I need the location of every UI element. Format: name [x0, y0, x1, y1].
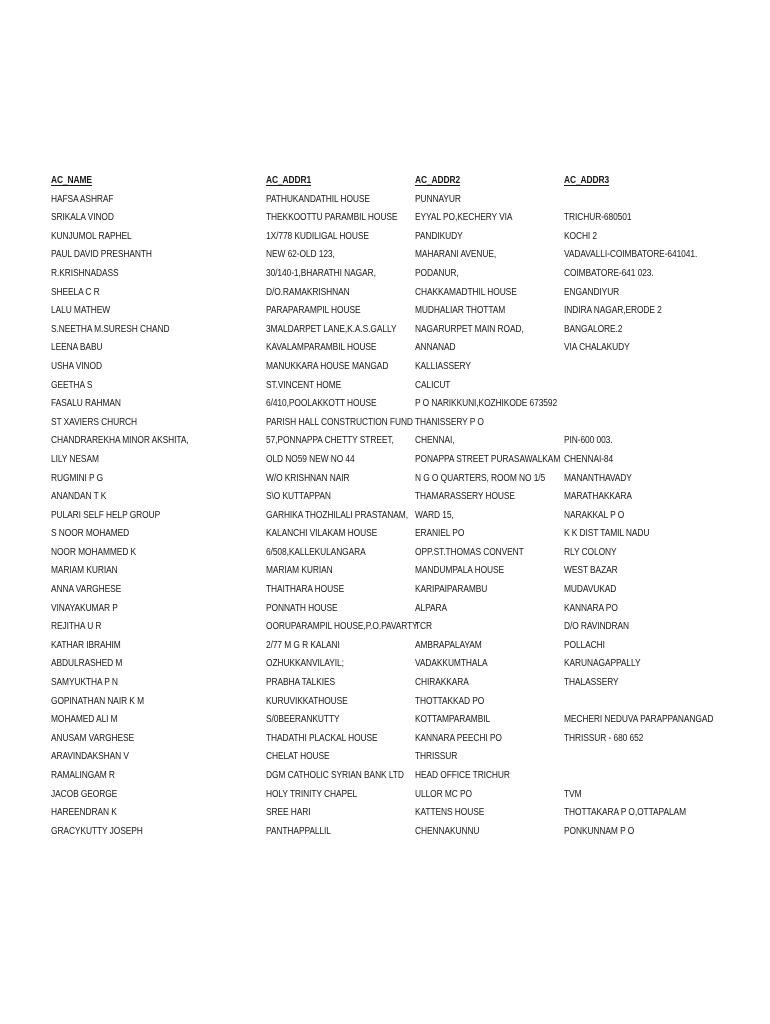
ac-addr1-cell: MANUKKARA HOUSE MANGAD — [266, 360, 389, 372]
ac-name-cell: S.NEETHA M.SURESH CHAND — [51, 323, 170, 335]
ac-addr3-cell: MECHERI NEDUVA PARAPPANANGAD — [564, 714, 714, 726]
ac-addr2-cell: PANDIKUDY — [415, 230, 463, 242]
ac-addr3-cell: KOCHI 2 — [564, 230, 598, 242]
ac-name-cell: ANUSAM VARGHESE — [51, 732, 135, 744]
table-row — [0, 246, 770, 265]
table-row — [0, 265, 770, 284]
table-row — [0, 562, 770, 581]
ac-addr1-cell: HOLY TRINITY CHAPEL — [266, 788, 358, 800]
ac-addr2-cell: KARIPAIPARAMBU — [415, 584, 488, 596]
ac-addr1-cell: CHELAT HOUSE — [266, 751, 330, 763]
ac-name-cell: HAFSA ASHRAF — [51, 193, 114, 205]
ac-addr1-cell: PANTHAPPALLIL — [266, 825, 331, 837]
table-row — [0, 804, 770, 823]
ac-addr3-cell: K K DIST TAMIL NADU — [564, 528, 650, 540]
ac-addr1-cell: MARIAM KURIAN — [266, 565, 333, 577]
ac-addr3-cell: TRICHUR-680501 — [564, 212, 632, 224]
table-row — [0, 395, 770, 414]
ac-addr3-cell: INDIRA NAGAR,ERODE 2 — [564, 305, 662, 317]
ac-addr3-cell: KANNARA PO — [564, 602, 618, 614]
table-row — [0, 544, 770, 563]
ac-name-cell: USHA VINOD — [51, 360, 102, 372]
ac-addr2-cell: PUNNAYUR — [415, 193, 461, 205]
ac-addr3-cell: THRISSUR - 680 652 — [564, 732, 644, 744]
ac-name-cell: RUGMINI P G — [51, 472, 104, 484]
ac-addr3-cell: VADAVALLI-COIMBATORE-641041. — [564, 249, 698, 261]
ac-addr3-cell: COIMBATORE-641 023. — [564, 267, 654, 279]
table-row — [0, 414, 770, 433]
ac-name-cell: ANANDAN T K — [51, 491, 107, 503]
ac-addr2-cell: HEAD OFFICE TRICHUR — [415, 770, 510, 781]
ac-addr3-cell: WEST BAZAR — [564, 565, 618, 577]
ac-addr3-cell: ENGANDIYUR — [564, 286, 620, 298]
table-header-row — [0, 172, 770, 191]
ac-addr1-cell: PATHUKANDATHIL HOUSE — [266, 193, 370, 205]
ac-addr2-cell: OPP.ST.THOMAS CONVENT — [415, 546, 524, 558]
ac-name-cell: SAMYUKTHA P N — [51, 677, 118, 689]
ac-addr3-cell: RLY COLONY — [564, 546, 617, 558]
ac-addr3-cell: POLLACHI — [564, 639, 605, 651]
ac-addr3-cell: MANANTHAVADY — [564, 472, 632, 484]
ac-name-cell: LILY NESAM — [51, 453, 99, 465]
ac-name-cell: NOOR MOHAMMED K — [51, 546, 137, 558]
ac-name-cell: MARIAM KURIAN — [51, 565, 118, 577]
ac-name-cell: R.KRISHNADASS — [51, 267, 119, 279]
ac-name-cell: PULARI SELF HELP GROUP — [51, 509, 161, 521]
ac-name-cell: ANNA VARGHESE — [51, 584, 122, 596]
ac-addr2-cell: NAGARURPET MAIN ROAD, — [415, 323, 524, 335]
ac-addr2-cell: THAMARASSERY HOUSE — [415, 491, 515, 503]
ac-addr2-cell: VADAKKUMTHALA — [415, 658, 488, 670]
ac-addr1-cell: 3MALDARPET LANE,K.A.S.GALLY — [266, 323, 397, 335]
ac-name-cell: SHEELA C R — [51, 286, 100, 298]
table-row — [0, 786, 770, 805]
table-row — [0, 637, 770, 656]
table-row — [0, 432, 770, 451]
ac-addr1-cell: S/0BEERANKUTTY — [266, 714, 340, 726]
table-row — [0, 600, 770, 619]
ac-addr2-cell: THANISSERY P O — [415, 416, 484, 428]
ac-addr2-cell: CHIRAKKARA — [415, 677, 469, 689]
ac-addr1-cell: W/O KRISHNAN NAIR — [266, 472, 350, 484]
ac-addr2-cell: MAHARANI AVENUE, — [415, 249, 497, 261]
ac-addr3-cell: PIN-600 003. — [564, 435, 613, 447]
ac-addr1-cell: NEW 62-OLD 123, — [266, 249, 335, 261]
ac-addr1-cell: OORUPARAMPIL HOUSE,P.O.PAVARTY — [266, 621, 418, 633]
header-ac-addr3: AC_ADDR3 — [564, 175, 610, 186]
table-row — [0, 377, 770, 396]
ac-addr2-cell: KOTTAMPARAMBIL — [415, 714, 491, 726]
table-row — [0, 302, 770, 321]
ac-addr2-cell: KATTENS HOUSE — [415, 807, 485, 819]
ac-addr1-cell: THADATHI PLACKAL HOUSE — [266, 732, 378, 744]
ac-name-cell: GEETHA S — [51, 379, 93, 391]
table-row — [0, 581, 770, 600]
ac-addr2-cell: EYYAL PO,KECHERY VIA — [415, 212, 513, 224]
ac-addr1-cell: PARISH HALL CONSTRUCTION FUND — [266, 416, 413, 428]
table-row — [0, 321, 770, 340]
ac-addr1-cell: THAITHARA HOUSE — [266, 584, 345, 596]
ac-addr2-cell: WARD 15, — [415, 509, 454, 521]
ac-addr1-cell: S\O KUTTAPPAN — [266, 491, 331, 503]
address-table — [0, 172, 770, 841]
ac-addr1-cell: D/O.RAMAKRISHNAN — [266, 286, 350, 298]
ac-addr3-cell: PONKUNNAM P O — [564, 825, 635, 837]
ac-addr2-cell: CHENNAI, — [415, 435, 455, 447]
table-row — [0, 674, 770, 693]
table-row — [0, 488, 770, 507]
ac-name-cell: LEENA BABU — [51, 342, 103, 354]
ac-addr1-cell: OLD NO59 NEW NO 44 — [266, 453, 355, 465]
ac-addr3-cell: THALASSERY — [564, 677, 619, 689]
table-row — [0, 209, 770, 228]
ac-addr3-cell: VIA CHALAKUDY — [564, 342, 630, 354]
table-row — [0, 228, 770, 247]
ac-addr2-cell: CHAKKAMADTHIL HOUSE — [415, 286, 517, 298]
ac-addr1-cell: 57,PONNAPPA CHETTY STREET, — [266, 435, 394, 447]
ac-addr1-cell: 6/508,KALLEKULANGARA — [266, 546, 366, 558]
ac-name-cell: HAREENDRAN K — [51, 807, 117, 819]
ac-name-cell: REJITHA U R — [51, 621, 102, 633]
ac-addr1-cell: KAVALAMPARAMBIL HOUSE — [266, 342, 377, 354]
table-row — [0, 730, 770, 749]
table-row — [0, 191, 770, 210]
table-row — [0, 748, 770, 767]
ac-addr3-cell: D/O RAVINDRAN — [564, 621, 630, 633]
ac-name-cell: KATHAR IBRAHIM — [51, 639, 121, 651]
ac-addr2-cell: KALLIASSERY — [415, 360, 471, 372]
ac-addr2-cell: KANNARA PEECHI PO — [415, 732, 502, 744]
table-row — [0, 451, 770, 470]
ac-name-cell: PAUL DAVID PRESHANTH — [51, 249, 152, 261]
table-row — [0, 339, 770, 358]
ac-addr1-cell: PONNATH HOUSE — [266, 602, 338, 614]
ac-addr1-cell: 2/77 M G R KALANI — [266, 639, 340, 651]
table-row — [0, 618, 770, 637]
ac-addr3-cell: CHENNAI-84 — [564, 453, 614, 465]
ac-addr1-cell: GARHIKA THOZHILALI PRASTANAM, — [266, 509, 408, 521]
ac-addr2-cell: ALPARA — [415, 602, 448, 614]
ac-name-cell: CHANDRAREKHA MINOR AKSHITA, — [51, 435, 189, 447]
ac-addr2-cell: CHENNAKUNNU — [415, 825, 480, 837]
header-ac-name: AC_NAME — [51, 175, 92, 186]
ac-name-cell: JACOB GEORGE — [51, 788, 118, 800]
ac-name-cell: LALU MATHEW — [51, 305, 111, 317]
ac-addr2-cell: THRISSUR — [415, 751, 458, 763]
ac-name-cell: KUNJUMOL RAPHEL — [51, 230, 132, 242]
ac-addr1-cell: SREE HARI — [266, 807, 311, 819]
ac-name-cell: MOHAMED ALI M — [51, 714, 118, 726]
ac-addr2-cell: PONAPPA STREET PURASAWALKAM — [415, 453, 561, 465]
header-ac-addr2: AC_ADDR2 — [415, 175, 461, 186]
ac-addr2-cell: AMBRAPALAYAM — [415, 639, 482, 651]
ac-addr1-cell: KALANCHI VILAKAM HOUSE — [266, 528, 378, 540]
table-row — [0, 823, 770, 842]
table-row — [0, 693, 770, 712]
ac-addr3-cell: MARATHAKKARA — [564, 491, 632, 503]
ac-addr2-cell: P O NARIKKUNI,KOZHIKODE 673592 — [415, 398, 558, 410]
ac-name-cell: ARAVINDAKSHAN V — [51, 751, 129, 763]
ac-name-cell: S NOOR MOHAMED — [51, 528, 130, 540]
table-row — [0, 358, 770, 377]
table-row — [0, 470, 770, 489]
ac-addr1-cell: THEKKOOTTU PARAMBIL HOUSE — [266, 212, 398, 224]
ac-addr2-cell: THOTTAKKAD PO — [415, 695, 485, 707]
ac-name-cell: RAMALINGAM R — [51, 770, 115, 781]
ac-addr3-cell: THOTTAKARA P O,OTTAPALAM — [564, 807, 686, 819]
ac-name-cell: ABDULRASHED M — [51, 658, 123, 670]
table-row — [0, 507, 770, 526]
ac-addr1-cell: PRABHA TALKIES — [266, 677, 336, 689]
ac-name-cell: GOPINATHAN NAIR K M — [51, 695, 144, 707]
ac-addr1-cell: ST.VINCENT HOME — [266, 379, 342, 391]
ac-addr3-cell: MUDAVUKAD — [564, 584, 617, 596]
table-row — [0, 767, 770, 786]
ac-addr3-cell: KARUNAGAPPALLY — [564, 658, 641, 670]
ac-addr2-cell: N G O QUARTERS, ROOM NO 1/5 — [415, 472, 546, 484]
ac-addr1-cell: DGM CATHOLIC SYRIAN BANK LTD — [266, 770, 404, 781]
table-row — [0, 711, 770, 730]
ac-addr2-cell: CALICUT — [415, 379, 451, 391]
header-ac-addr1: AC_ADDR1 — [266, 175, 312, 186]
ac-addr2-cell: ERANIEL PO — [415, 528, 465, 540]
ac-addr1-cell: OZHUKKANVILAYIL; — [266, 658, 344, 670]
ac-addr1-cell: 30/140-1,BHARATHI NAGAR, — [266, 267, 376, 279]
table-row — [0, 525, 770, 544]
ac-name-cell: ST XAVIERS CHURCH — [51, 416, 138, 428]
ac-addr2-cell: PODANUR, — [415, 267, 459, 279]
ac-name-cell: VINAYAKUMAR P — [51, 602, 118, 614]
ac-addr3-cell: NARAKKAL P O — [564, 509, 625, 521]
ac-addr3-cell: TVM — [564, 788, 582, 800]
table-row — [0, 655, 770, 674]
ac-addr2-cell: ANNANAD — [415, 342, 456, 354]
ac-addr2-cell: TCR — [415, 621, 433, 633]
ac-addr1-cell: 6/410,POOLAKKOTT HOUSE — [266, 398, 377, 410]
ac-addr3-cell: BANGALORE.2 — [564, 323, 623, 335]
ac-name-cell: FASALU RAHMAN — [51, 398, 121, 410]
ac-name-cell: SRIKALA VINOD — [51, 212, 114, 224]
ac-addr2-cell: MANDUMPALA HOUSE — [415, 565, 505, 577]
table-row — [0, 284, 770, 303]
ac-addr1-cell: 1X/778 KUDILIGAL HOUSE — [266, 230, 369, 242]
ac-name-cell: GRACYKUTTY JOSEPH — [51, 825, 143, 837]
ac-addr2-cell: MUDHALIAR THOTTAM — [415, 305, 506, 317]
ac-addr1-cell: PARAPARAMPIL HOUSE — [266, 305, 361, 317]
ac-addr1-cell: KURUVIKKATHOUSE — [266, 695, 348, 707]
ac-addr2-cell: ULLOR MC PO — [415, 788, 472, 800]
